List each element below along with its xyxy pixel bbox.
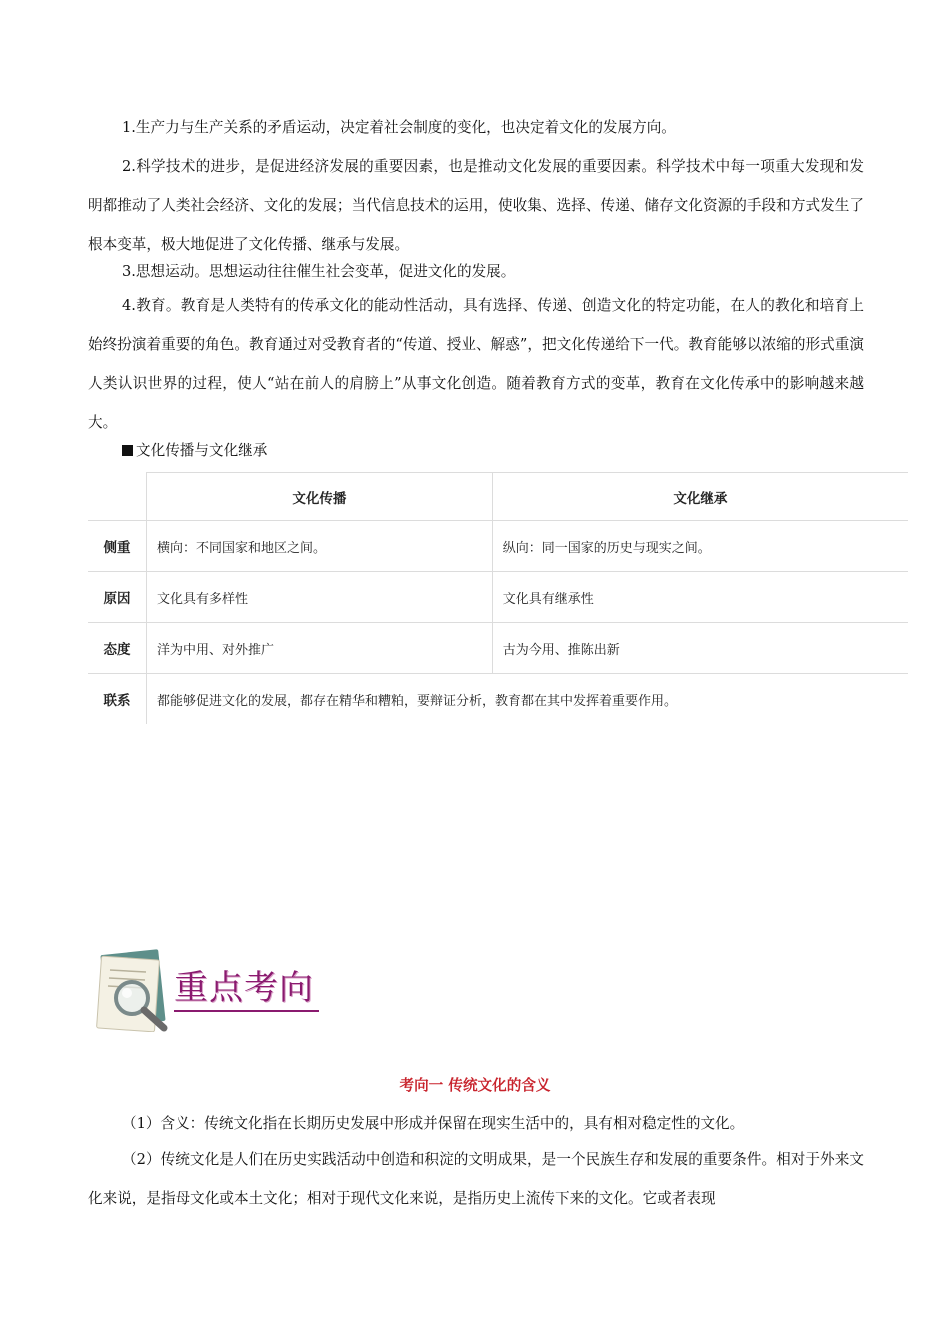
table-row [88, 674, 908, 725]
table-cell: 文化具有多样性 [147, 572, 493, 623]
table-cell: 横向：不同国家和地区之间。 [147, 521, 493, 572]
row-label: 联系 [88, 674, 147, 725]
column-header-inherit: 文化继承 [492, 473, 908, 521]
table-heading: 文化传播与文化继承 [122, 437, 267, 465]
paragraph-explanation: （2）传统文化是人们在历史实践活动中创造和积淀的文明成果，是一个民族生存和发展的重要条件。相对于外来文化来说，是指母文化或本土文化；相对于现代文化来说，是指历史上流传下来的文化。它或者表现 [88, 1151, 864, 1207]
table-corner-cell [88, 473, 147, 521]
table-row [88, 572, 908, 623]
table-row [88, 623, 908, 674]
table-cell: 文化具有继承性 [492, 572, 908, 623]
row-label: 态度 [88, 623, 147, 674]
section-title-underline [174, 1010, 319, 1012]
table-header-row [88, 473, 908, 521]
square-bullet-icon [122, 445, 133, 456]
table-row [88, 521, 908, 572]
comparison-table [88, 472, 908, 724]
column-header-spread: 文化传播 [147, 473, 493, 521]
section-title: 重点考向 [174, 968, 314, 1008]
subsection-title: 考向一 传统文化的含义 [399, 1077, 551, 1094]
paragraph-1: 1.生产力与生产关系的矛盾运动，决定着社会制度的变化，也决定着文化的发展方向。 [122, 119, 676, 136]
paragraph-2: 2.科学技术的进步，是促进经济发展的重要因素，也是推动文化发展的重要因素。科学技术中每一项重大发现和发明都推动了人类社会经济、文化的发展；当代信息技术的运用，使收集、选择、传递、储存文化资源的手段和方式发生了根本变革，极大地促进了文化传播、继承与发展。 [88, 158, 864, 253]
table-cell-merged: 都能够促进文化的发展，都存在精华和糟粕，要辩证分析，教育都在其中发挥着重要作用。 [147, 674, 909, 725]
paragraph-3: 3.思想运动。思想运动往往催生社会变革，促进文化的发展。 [122, 263, 516, 280]
table-cell: 古为今用、推陈出新 [492, 623, 908, 674]
table-cell: 洋为中用、对外推广 [147, 623, 493, 674]
paragraph-definition: （1）含义：传统文化指在长期历史发展中形成并保留在现实生活中的，具有相对稳定性的文化。 [122, 1115, 745, 1132]
table-cell: 纵向：同一国家的历史与现实之间。 [492, 521, 908, 572]
paragraph-4: 4.教育。教育是人类特有的传承文化的能动性活动，具有选择、传递、创造文化的特定功能，在人的教化和培育上始终扮演着重要的角色。教育通过对受教育者的“传道、授业、解惑”，把文化传递给下一代。教育能够以浓缩的形式重演人类认识世界的过程，使人“站在前人的肩膀上”从事文化创造。随着教育方式的变革，教育在文化传承中的影响越来越大。 [88, 297, 864, 431]
row-label: 原因 [88, 572, 147, 623]
row-label: 侧重 [88, 521, 147, 572]
